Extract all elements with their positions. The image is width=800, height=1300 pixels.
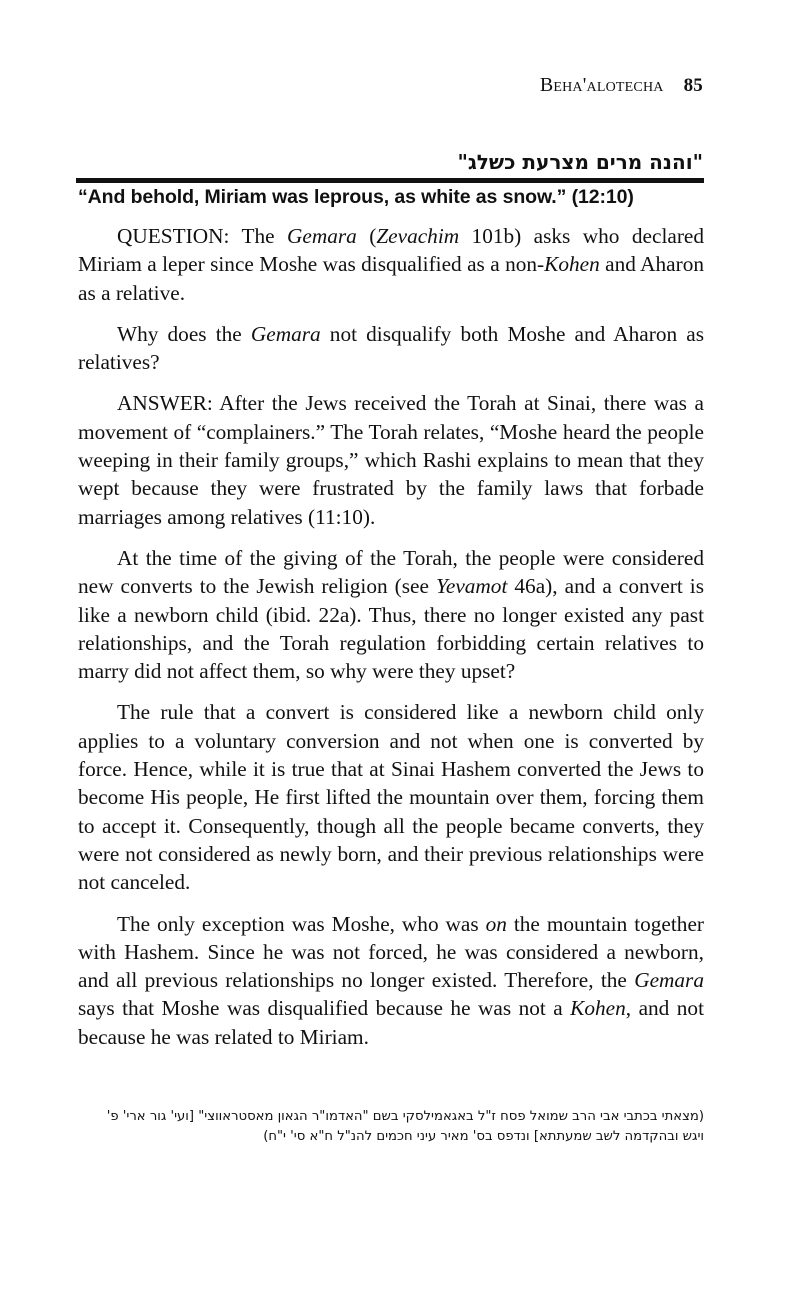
italic-term: Zevachim (376, 224, 460, 248)
running-head-title: Beha'alotecha (539, 74, 664, 96)
text-run: and Aharon as a relative. (78, 252, 704, 305)
italic-term: Gemara (634, 968, 704, 993)
text-run: , and not because he was related to Miriam. (78, 996, 704, 1049)
text-run: At the time of the giving of the Torah, the people were considered new converts to the Jewish religion (see (78, 545, 704, 599)
text-run: 101b) asks who declared Miriam a leper since Moshe was disqualified as a non- (78, 224, 705, 277)
text-run: ( (356, 224, 377, 248)
body-text (78, 222, 704, 1064)
italic-term: Yevamot (435, 574, 508, 599)
text-run: 46a), and a convert is like a newborn child (ibid. 22a). Thus, there no longer existed any past relationships, and the Torah regulation forbidding certain relatives to marry did not affect them, so why were they upset? (78, 574, 704, 684)
italic-term: on (485, 911, 507, 936)
page-number: 85 (683, 75, 703, 96)
english-verse-heading: “And behold, Miriam was leprous, as white as snow.” (12:10) (78, 186, 634, 208)
text-run: The rule that a convert is considered like a newborn child only applies to a voluntary conversion and not when one is converted by force. Hence, while it is true that at Sinai Hashem converted the Jews to become His people, He first lifted the mountain over them, forcing them to accept it. Consequently, though all the people became converts, they were not considered as newly born, and their previous relationships were not canceled. (78, 700, 704, 895)
text-run: QUESTION: The (117, 224, 287, 248)
paragraph-rule (78, 698, 704, 896)
hebrew-verse-heading: "והנה מרים מצרעת כשלג" (457, 150, 703, 174)
paragraph-exception (78, 910, 704, 1051)
text-run: The only exception was Moshe, who was (117, 911, 486, 936)
italic-term: Kohen (544, 252, 600, 277)
text-run: ANSWER: After the Jews received the Torah at Sinai, there was a movement of “complainers.” The Torah relates, “Moshe heard the people weeping in their family groups,” which Rashi explains to mean that they wept because they were frustrated by the family laws that forbade marriages among relatives (11:10). (78, 391, 704, 529)
text-run: Why does the (117, 321, 251, 346)
text-run: the mountain together with Hashem. Since he was not forced, he was considered a newborn, and all previous relationships no longer existed. Therefore, the (78, 911, 704, 993)
paragraph-question-followup (78, 320, 704, 377)
italic-term: Kohen (570, 996, 626, 1021)
paragraph-converts (78, 544, 704, 685)
italic-term: Gemara (250, 321, 321, 346)
text-run: says that Moshe was disqualified because he was not a (78, 996, 571, 1021)
paragraph-question (78, 222, 704, 307)
text-run: not disqualify both Moshe and Aharon as relatives? (78, 321, 704, 375)
running-head (540, 74, 703, 97)
heading-rule (76, 178, 704, 183)
italic-term: Gemara (286, 224, 357, 248)
hebrew-footnote: (מצאתי בכתבי אבי הרב שמואל פסח ז"ל באגאמילסקי בשם "האדמו"ר הגאון מאסטראווצי" [ועי' גור ארי' פ' ויגש ובהקדמה לשב שמעתתא] ונדפס בס' מאיר עיני חכמים להנ"ל ח"א סי' י"ח) (106, 1109, 704, 1144)
paragraph-answer (78, 389, 704, 530)
